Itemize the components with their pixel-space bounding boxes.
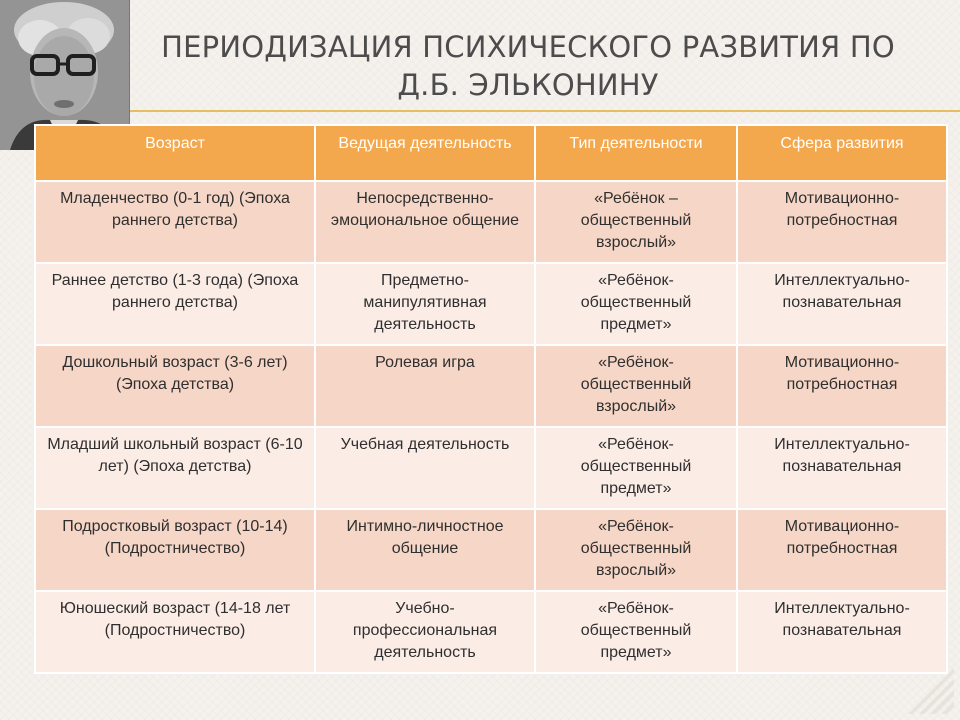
cell-text: Младший школьный возраст (6-10 лет) (Эпоха детства)	[47, 436, 303, 475]
cell-age	[35, 509, 315, 591]
header-development-sphere-label: Сфера развития	[780, 135, 904, 152]
table-row	[35, 345, 947, 427]
cell-age	[35, 427, 315, 509]
cell-text: «Ребёнок-общественный предмет»	[580, 272, 692, 333]
cell-activity-type	[535, 263, 737, 345]
header-activity-type-label: Тип деятельности	[569, 135, 703, 152]
cell-text: Дошкольный возраст (3-6 лет) (Эпоха детства)	[62, 354, 288, 393]
cell-text: Мотивационно-потребностная	[784, 354, 900, 393]
cell-text: Подростковый возраст (10-14) (Подростничество)	[62, 518, 288, 557]
cell-text: Младенчество (0-1 год) (Эпоха раннего детства)	[60, 190, 290, 229]
cell-activity-type	[535, 345, 737, 427]
cell-text: «Ребёнок-общественный предмет»	[580, 600, 692, 661]
cell-text: Предметно-манипулятивная деятельность	[363, 272, 487, 333]
cell-text: Интимно-личностное общение	[346, 518, 504, 557]
cell-text: Мотивационно-потребностная	[784, 518, 900, 557]
cell-text: Учебная деятельность	[340, 436, 510, 453]
cell-development-sphere	[737, 263, 947, 345]
cell-leading-activity	[315, 345, 535, 427]
table-header-row	[35, 125, 947, 181]
cell-development-sphere	[737, 509, 947, 591]
cell-development-sphere	[737, 591, 947, 673]
cell-age	[35, 263, 315, 345]
periodization-table-grid	[34, 124, 948, 674]
header-leading-activity-label: Ведущая деятельность	[338, 135, 512, 152]
cell-text: «Ребёнок-общественный взрослый»	[580, 518, 692, 579]
table-row	[35, 591, 947, 673]
header-age-label: Возраст	[145, 135, 205, 152]
cell-text: Юношеский возраст (14-18 лет (Подростничество)	[59, 600, 291, 639]
title-line-2: Д.Б. ЭЛЬКОНИНУ	[397, 68, 659, 102]
cell-leading-activity	[315, 591, 535, 673]
cell-text: Интеллектуально-познавательная	[774, 272, 910, 311]
cell-activity-type	[535, 591, 737, 673]
cell-activity-type	[535, 181, 737, 263]
cell-text: «Ребёнок-общественный предмет»	[580, 436, 692, 497]
cell-age	[35, 345, 315, 427]
title-line-1: ПЕРИОДИЗАЦИЯ ПСИХИЧЕСКОГО РАЗВИТИЯ ПО	[161, 30, 895, 64]
cell-leading-activity	[315, 181, 535, 263]
title-divider	[130, 110, 960, 112]
table-row	[35, 181, 947, 263]
cell-age	[35, 591, 315, 673]
cell-text: Учебно-профессиональная деятельность	[352, 600, 498, 661]
cell-leading-activity	[315, 263, 535, 345]
cell-text: Ролевая игра	[375, 354, 475, 371]
table-row	[35, 509, 947, 591]
header-activity-type	[535, 125, 737, 181]
cell-development-sphere	[737, 345, 947, 427]
cell-text: Интеллектуально-познавательная	[774, 600, 910, 639]
cell-age	[35, 181, 315, 263]
cell-activity-type	[535, 509, 737, 591]
cell-text: Раннее детство (1-3 года) (Эпоха раннего детства)	[51, 272, 299, 311]
cell-text: Мотивационно-потребностная	[784, 190, 900, 229]
header-age	[35, 125, 315, 181]
cell-leading-activity	[315, 509, 535, 591]
slide-title	[148, 28, 908, 104]
periodization-table	[34, 124, 946, 674]
cell-text: «Ребёнок – общественный взрослый»	[580, 190, 692, 251]
cell-text: «Ребёнок-общественный взрослый»	[580, 354, 692, 415]
cell-text: Непосредственно-эмоциональное общение	[330, 190, 520, 229]
table-row	[35, 427, 947, 509]
cell-development-sphere	[737, 181, 947, 263]
header-leading-activity	[315, 125, 535, 181]
header-development-sphere	[737, 125, 947, 181]
cell-development-sphere	[737, 427, 947, 509]
cell-leading-activity	[315, 427, 535, 509]
table-row	[35, 263, 947, 345]
cell-activity-type	[535, 427, 737, 509]
cell-text: Интеллектуально-познавательная	[774, 436, 910, 475]
